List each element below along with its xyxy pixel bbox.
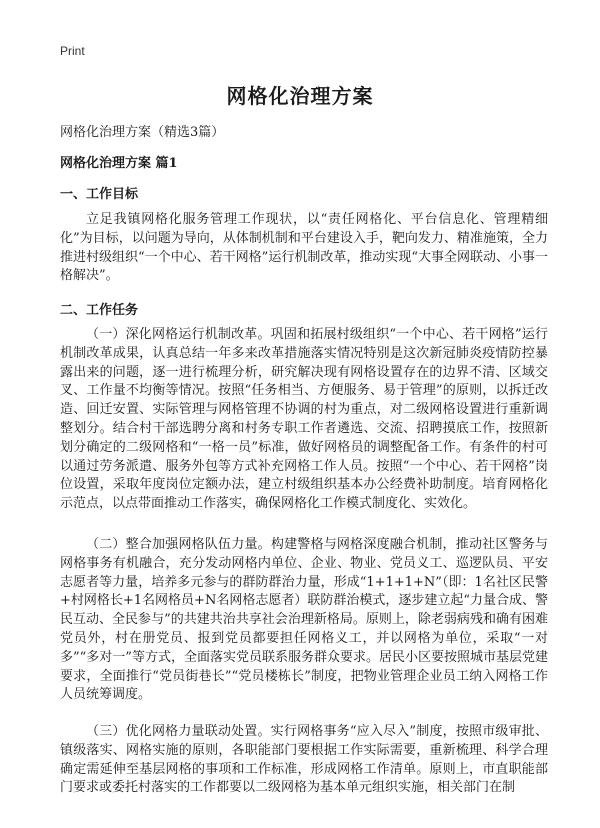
document-subtitle: 网格化治理方案（精选3篇）	[60, 125, 225, 140]
section-heading-goals: 一、工作目标	[60, 187, 139, 202]
paragraph-goals: 立足我镇网格化服务管理工作现状，以“责任网格化、平台信息化、管理精细化”为目标，以问题为导向，从体制机制和平台建设入手，靶向发力、精准施策，全力推进村级组织“一个中心、若干网格”运行机制改革，推动实现“大事全网联动、小事一格解决”。	[60, 212, 548, 284]
article-title: 网格化治理方案 篇1	[60, 156, 178, 171]
paragraph-task-1: （一）深化网格运行机制改革。巩固和拓展村级组织“一个中心、若干网格”运行机制改革成果，认真总结一年多来改革措施落实情况特别是这次新冠肺炎疫情防控暴露出来的问题，逐一进行梳理分析，研究解决现有网格设置存在的边界不清、区域交叉、工作量不均衡等情况。按照“任务相当、方便服务、易于管理”的原则，以拆迁改造、回迁安置、实际管理与网格管理不协调的村为重点，对二级网格设置进行重新调整划分。结合村干部选聘分离和村务专职工作者遴选、交流、招聘摸底工作，按照新划分确定的二级网格和“一格一员”标准，做好网格员的调整配备工作。有条件的村可以通过劳务派遣、服务外包等方式补充网格工作人员。按照“一个中心、若干网格”岗位设置，采取年度岗位定额办法，建立村级组织基本办公经费补助制度。培育网格化示范点，以点带面推动工作落实，确保网格化工作模式制度化、实效化。	[60, 327, 548, 512]
print-link[interactable]: Print	[60, 44, 85, 58]
section-heading-tasks: 二、工作任务	[60, 303, 139, 318]
paragraph-task-3: （三）优化网格力量联动处置。实行网格事务“应入尽入”制度，按照市级审批、镇级落实、网格实施的原则，各职能部门要根据工作实际需要，重新梳理、科学合理确定需延伸至基层网格的事项和工作标准，形成网格工作清单。原则上，市直职能部门要求或委托村落实的工作都要以二级网格为基本单元组织实施，相关部门在制	[60, 724, 548, 796]
document-title: 网格化治理方案	[226, 84, 374, 108]
paragraph-task-2: （二）整合加强网格队伍力量。构建警格与网格深度融合机制，推动社区警务与网格事务有机融合，充分发动网格内单位、企业、物业、党员义工、巡逻队员、平安志愿者等力量，培养多元参与的群防群治力量，形成“1+1+1+N”（即：1名社区民警+村网格长+1名网格员+N名网格志愿者）联防群治模式，逐步建立起“力量合成、警民互动、全民参与”的共建共治共享社会治理新格局。原则上，除老弱病残和确有困难党员外，村在册党员、报到党员都要担任网格义工，并以网格为单位，采取“一对多”“多对一”等方式，全面落实党员联系服务群众要求。居民小区要按照城市基层党建要求，全面推行“党员街巷长”“党员楼栋长”制度，把物业管理企业员工纳入网格工作人员统筹调度。	[60, 537, 548, 703]
